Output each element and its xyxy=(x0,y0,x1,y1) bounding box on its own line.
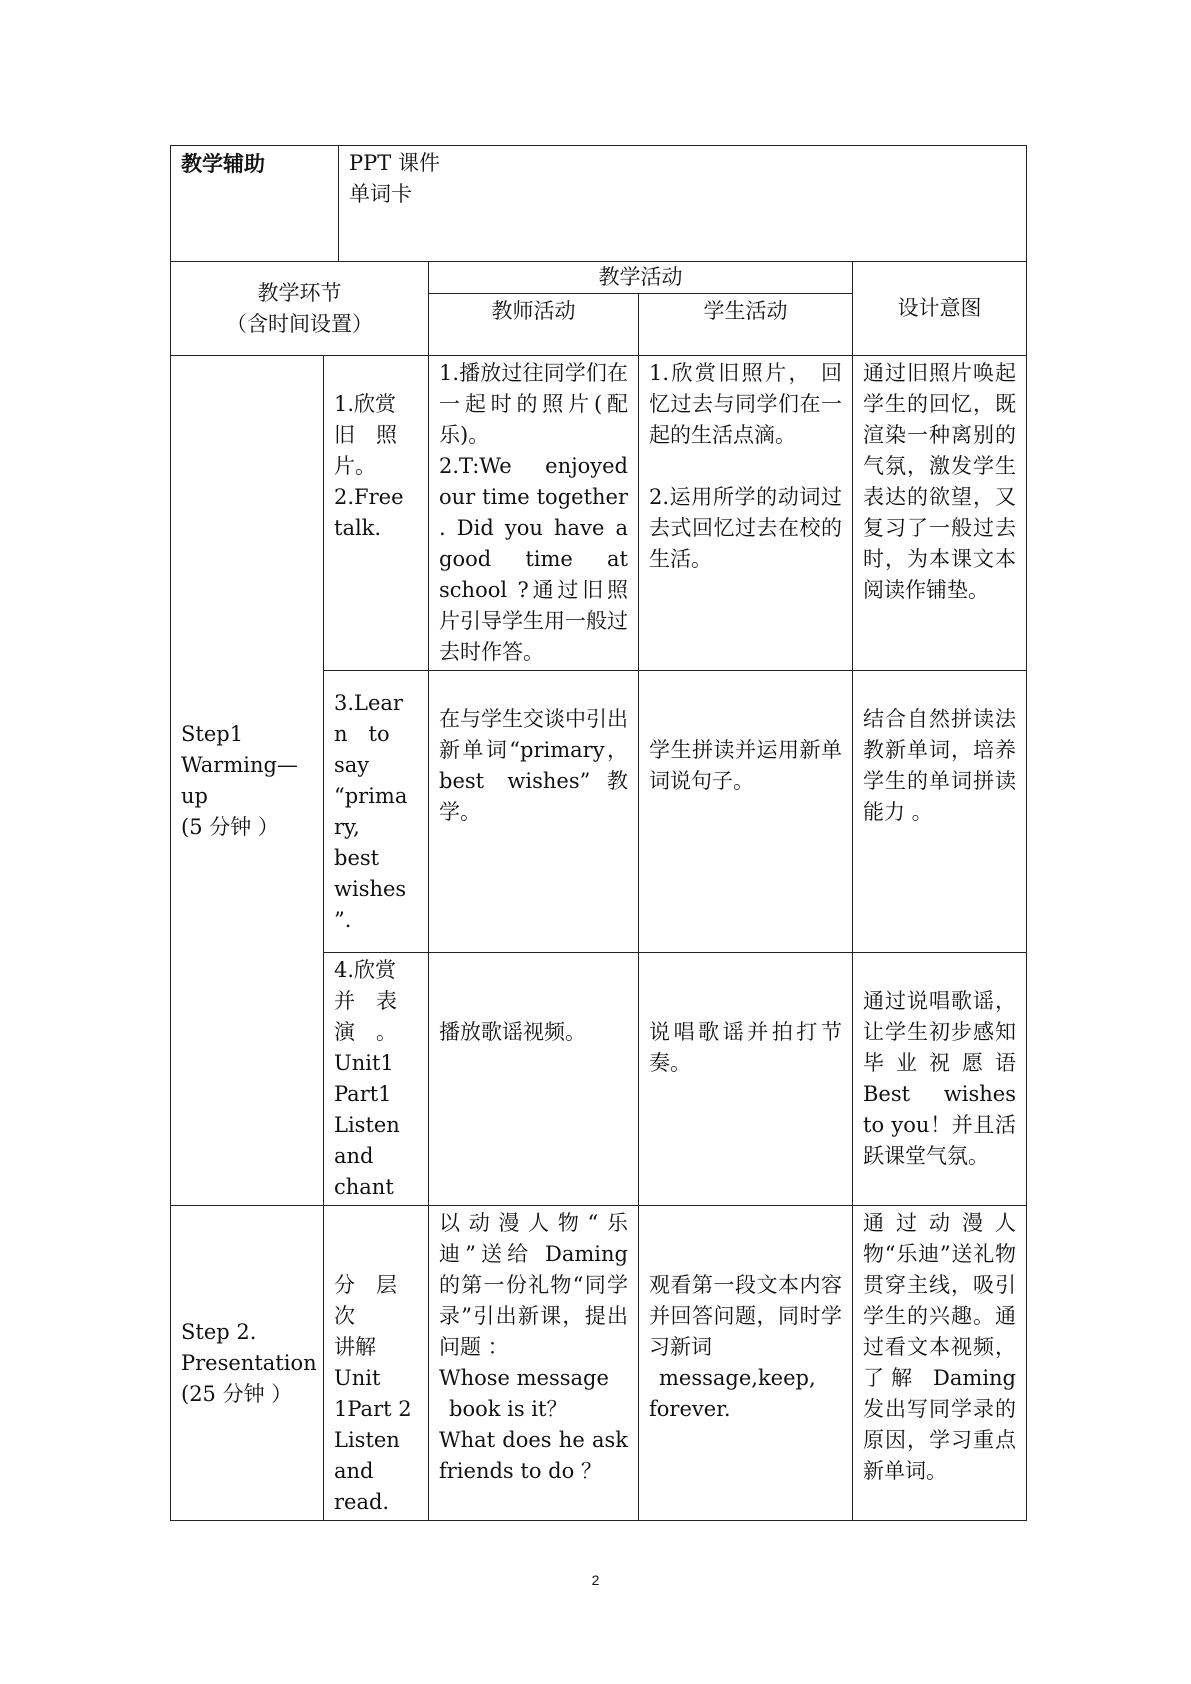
sub-line: Listen xyxy=(334,1428,400,1452)
step2-teacher xyxy=(429,1206,639,1521)
sub-line: wishes xyxy=(334,876,407,901)
sub-line: Listen xyxy=(334,1113,400,1137)
sub-line: n to xyxy=(334,721,390,746)
step1-sub-3 xyxy=(324,953,429,1206)
teacher-para: book is it？ xyxy=(449,1397,568,1421)
student-activity-header: 学生活动 xyxy=(639,294,853,356)
sub-line: chant xyxy=(334,1175,394,1199)
step1-line: up xyxy=(181,783,208,808)
step1-line: (5 分钟 ） xyxy=(181,814,279,839)
lesson-plan-table xyxy=(170,145,1027,1521)
step2-line: Presentation xyxy=(181,1350,317,1375)
step1-label xyxy=(171,356,324,1206)
sub-line: 次 xyxy=(334,1304,355,1328)
step2-line: (25 分钟 ） xyxy=(181,1381,293,1406)
sub-line: 讲解 xyxy=(334,1335,376,1359)
teacher-para: 以动漫人物“乐迪”送给 Daming 的第一份礼物“同学录”引出新课，提出问题 ： xyxy=(439,1211,628,1359)
sub-line: ”. xyxy=(334,907,352,932)
design-para: 通过说唱歌谣，让学生初步感知毕业祝愿语 Best wishes to you！并且活跃课堂气氛。 xyxy=(863,989,1017,1168)
teacher-activity-header: 教师活动 xyxy=(429,294,639,356)
teacher-para: 1.播放过往同学们在一起时的照片(配乐)。 xyxy=(439,361,628,447)
sub-line: 1Part 2 xyxy=(334,1397,412,1421)
teacher-para: What does he ask friends to do ？ xyxy=(439,1428,628,1483)
student-para: 说唱歌谣并拍打节奏。 xyxy=(649,1020,842,1075)
step1-sub-1 xyxy=(324,356,429,671)
student-para: 观看第一段文本内容并回答问题，同时学习新词 xyxy=(649,1273,842,1359)
step2-sub xyxy=(324,1206,429,1521)
step1-student-1 xyxy=(639,356,853,671)
sub-line: 2.Free xyxy=(334,485,404,509)
step2-label xyxy=(171,1206,324,1521)
step2-row xyxy=(171,1206,1027,1521)
teacher-para: 2.T:We enjoyed our time together . Did you have a good time at school ?通过旧照片引导学生用一般过去时作答。 xyxy=(439,454,628,664)
step1-teacher-1 xyxy=(429,356,639,671)
aids-line: 单词卡 xyxy=(349,182,412,206)
design-para: 通过动漫人物“乐迪”送礼物贯穿主线，吸引学生的兴趣。通过看文本视频，了解 Daming 发出写同学录的原因，学习重点新单词。 xyxy=(863,1211,1017,1483)
section-header xyxy=(171,262,429,356)
student-para: message,keep, xyxy=(659,1366,816,1390)
aids-content xyxy=(339,146,1027,262)
student-para: 2.运用所学的动词过去式回忆过去在校的生活。 xyxy=(649,485,842,571)
step1-design-2 xyxy=(853,671,1027,953)
header-row-1 xyxy=(171,262,1027,294)
student-para: forever. xyxy=(649,1397,731,1421)
sub-line: 片。 xyxy=(334,454,376,478)
teacher-para: Whose message xyxy=(439,1366,609,1390)
sub-line: and xyxy=(334,1144,374,1168)
aids-line: PPT 课件 xyxy=(349,151,440,175)
sub-line: ry, xyxy=(334,814,360,839)
step1-teacher-3 xyxy=(429,953,639,1206)
sub-line: 3.Lear xyxy=(334,690,403,715)
sub-line: say xyxy=(334,752,370,777)
step1-sub-2 xyxy=(324,671,429,953)
student-para: 学生拼读并运用新单词说句子。 xyxy=(649,738,842,793)
design-para: 结合自然拼读法教新单词，培养学生的单词拼读能力 。 xyxy=(863,707,1017,824)
aids-label: 教学辅助 xyxy=(171,146,339,262)
sub-line: read. xyxy=(334,1490,390,1514)
section-header-sub: （含时间设置） xyxy=(226,311,373,336)
sub-line: best xyxy=(334,845,380,870)
section-header-label: 教学环节 xyxy=(257,280,342,305)
step1-line: Warming— xyxy=(181,752,298,777)
sub-line: Part1 xyxy=(334,1082,392,1106)
sub-line: talk. xyxy=(334,516,382,540)
sub-line: Unit1 xyxy=(334,1051,394,1075)
sub-line: 演 。 xyxy=(334,1020,397,1044)
step2-design xyxy=(853,1206,1027,1521)
design-header: 设计意图 xyxy=(853,262,1027,356)
sub-line: and xyxy=(334,1459,374,1483)
step1-student-3 xyxy=(639,953,853,1206)
student-para: 1.欣赏旧照片， 回忆过去与同学们在一起的生活点滴。 xyxy=(649,361,842,447)
aids-row xyxy=(171,146,1027,262)
sub-line: 并 表 xyxy=(334,989,397,1013)
sub-line: 旧 照 xyxy=(334,423,397,447)
sub-line: 4.欣赏 xyxy=(334,958,397,982)
page-number: 2 xyxy=(591,1572,600,1588)
teacher-para: 播放歌谣视频。 xyxy=(439,1020,586,1044)
step1-student-2 xyxy=(639,671,853,953)
teacher-para: 在与学生交谈中引出新单词“primary， best wishes”教学。 xyxy=(439,707,628,824)
design-para: 通过旧照片唤起学生的回忆，既渲染一种离别的气氛，激发学生表达的欲望，又复习了一般过去时，为本课文本阅读作铺垫。 xyxy=(863,361,1017,602)
step1-line: Step1 xyxy=(181,721,244,746)
step2-student xyxy=(639,1206,853,1521)
sub-line: Unit xyxy=(334,1366,381,1390)
step1-design-3 xyxy=(853,953,1027,1206)
sub-line: “prima xyxy=(334,783,408,808)
sub-line: 1.欣赏 xyxy=(334,392,397,416)
step2-line: Step 2. xyxy=(181,1319,257,1344)
activities-header: 教学活动 xyxy=(429,262,853,294)
sub-line: 分 层 xyxy=(334,1273,397,1297)
step1-teacher-2 xyxy=(429,671,639,953)
step1-row-1 xyxy=(171,356,1027,671)
step1-design-1 xyxy=(853,356,1027,671)
